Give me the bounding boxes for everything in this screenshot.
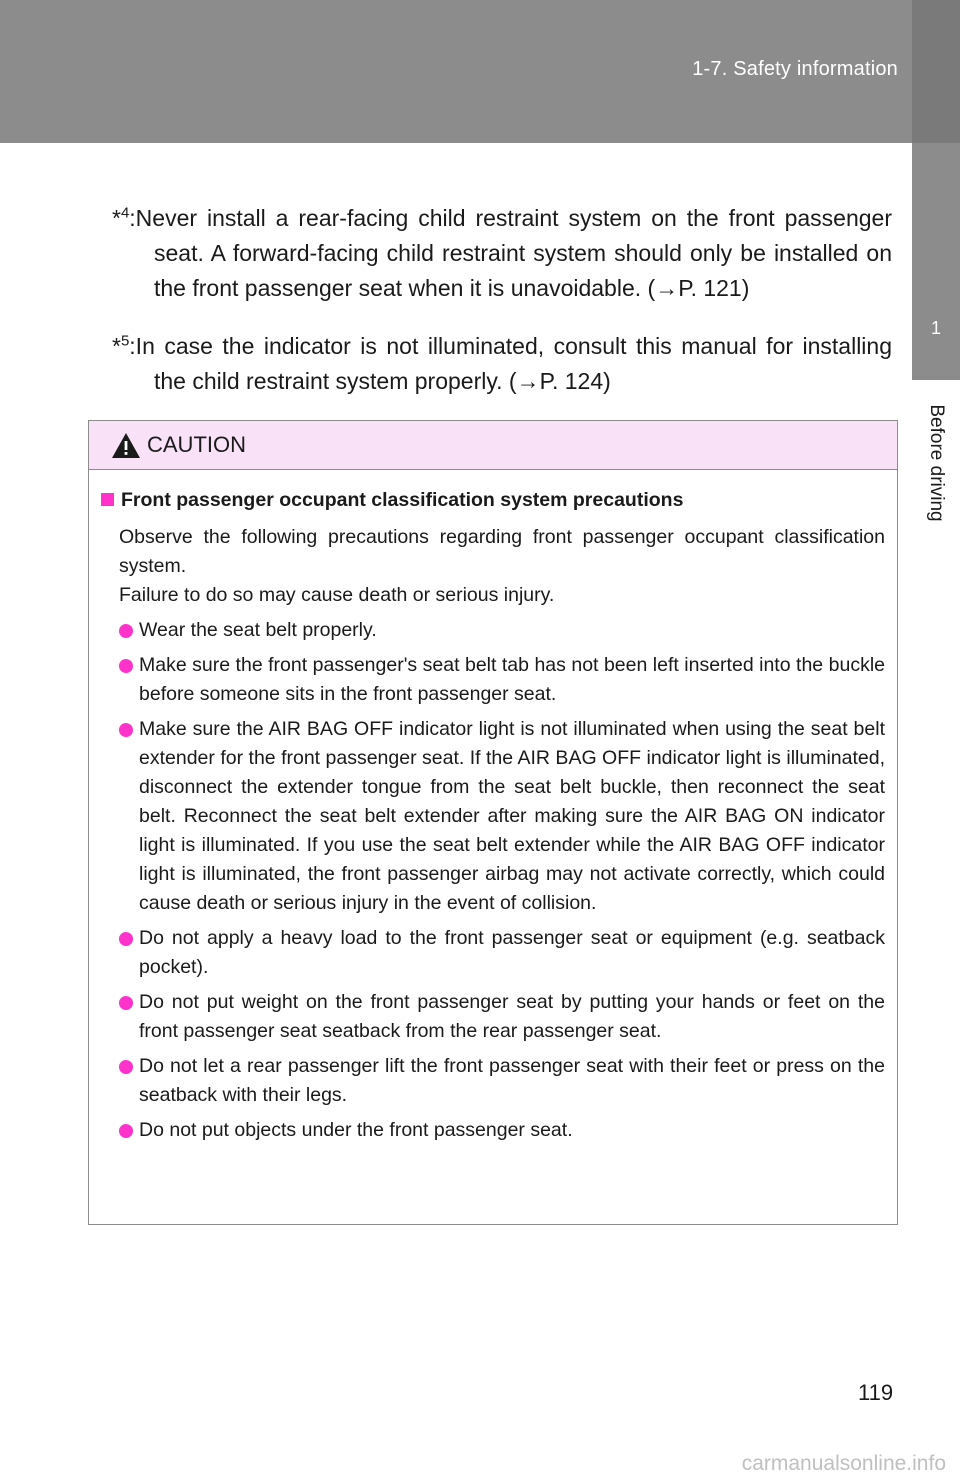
warning-icon [111,432,141,459]
chapter-number: 1 [930,318,941,338]
list-item [101,1116,885,1145]
footnote-number: 5 [120,332,130,350]
bullet-dot-icon [119,659,133,673]
list-item-text: Do not put weight on the front passenger seat by putting your hands or feet on the front passenger seat seatback from the rear passenger seat. [139,991,885,1042]
bullet-dot-icon [119,723,133,737]
precaution-list [101,616,885,1145]
footnotes [112,178,892,409]
list-item [101,988,885,1046]
footnote-number: 4 [120,204,130,222]
bullet-dot-icon [119,624,133,638]
list-item-text: Do not put objects under the front passenger seat. [139,1119,573,1141]
square-bullet-icon [101,493,114,506]
list-item [101,651,885,709]
watermark: carmanualsonline.info [741,1452,946,1475]
bullet-dot-icon [119,996,133,1010]
section-title: 1-7. Safety information [692,58,898,80]
bullet-dot-icon [119,1060,133,1074]
list-item-text: Wear the seat belt properly. [139,619,377,641]
page-number: 119 [858,1380,894,1405]
list-item-text: Do not apply a heavy load to the front passenger seat or equipment (e.g. seatback pocket). [139,927,885,978]
caution-body [89,470,897,1145]
bullet-dot-icon [119,932,133,946]
caution-intro: Observe the following precautions regarding front passenger occupant classification system. Failure to do so may cause death or serious injury. [119,526,885,606]
bullet-dot-icon [119,1124,133,1138]
chapter-name: Before driving [926,404,947,522]
footnote-text: :In case the indicator is not illuminated, consult this manual for installing the child restraint system properly. (→P. 124) [129,333,892,394]
list-item [101,1052,885,1110]
caution-heading [101,486,885,515]
caution-header [89,421,897,470]
side-tab-top [912,0,960,143]
chapter-tab [912,143,960,380]
list-item-text: Make sure the front passenger's seat belt tab has not been left inserted into the buckle before someone sits in the front passenger seat. [139,654,885,705]
list-item [101,924,885,982]
list-item [101,616,885,645]
footnote-text: :Never install a rear-facing child restraint system on the front passenger seat. A forward-facing child restraint system should only be installed on the front passenger seat when it is unavoidable. (→P. 121) [129,205,892,301]
caution-box [88,420,898,1225]
footnote-marker: * [112,205,121,231]
footnote-4 [112,201,892,306]
list-item [101,715,885,918]
footnote-5 [112,329,892,399]
footnote-marker: * [112,333,121,359]
list-item-text: Do not let a rear passenger lift the front passenger seat with their feet or press on the seatback with their legs. [139,1055,885,1106]
caution-label: CAUTION [147,432,246,457]
list-item-text: Make sure the AIR BAG OFF indicator light is not illuminated when using the seat belt extender for the front passenger seat. If the AIR BAG OFF indicator light is illuminated, disconnect the extender tongue from the seat belt buckle, then reconnect the seat belt. Reconnect the seat belt extender after making sure the AIR BAG ON indicator light is illuminated. If you use the seat belt extender while the AIR BAG OFF indicator light is illuminated, the front passenger airbag may not activate correctly, which could cause death or serious injury in the event of collision. [139,718,885,914]
caution-heading-text: Front passenger occupant classification system precautions [121,489,684,511]
